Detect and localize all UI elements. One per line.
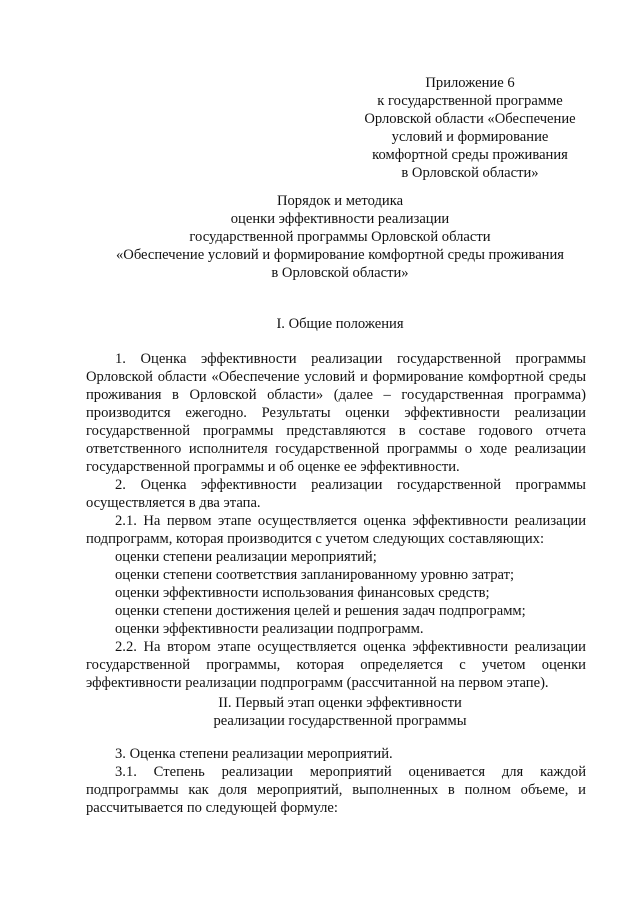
list-item: оценки степени достижения целей и решения задач подпрограмм; (115, 603, 526, 619)
section-1-heading: I. Общие положения (276, 316, 404, 332)
list-item: оценки эффективности использования финансовых средств; (115, 585, 490, 601)
paragraph: 2. Оценка эффективности реализации государственной программы осуществляется в два этапа. (86, 477, 586, 511)
title-line: Порядок и методика (276, 193, 404, 209)
title-line: в Орловской области» (271, 265, 409, 281)
list-item: оценки эффективности реализации подпрограмм. (115, 621, 424, 637)
list-item: оценки степени соответствия запланированному уровню затрат; (115, 567, 515, 583)
paragraph: 2.1. На первом этапе осуществляется оценка эффективности реализации подпрограмм, которая производится с учетом следующих составляющих: (86, 513, 586, 547)
appendix-line: условий и формирование (391, 129, 549, 145)
title-line: оценки эффективности реализации (230, 211, 450, 227)
appendix-line: к государственной программе (377, 93, 563, 109)
document-title (60, 192, 620, 282)
paragraph: 2.2. На втором этапе осуществляется оценка эффективности реализации государственной программы, которая определяется с учетом оценки эффективности реализации подпрограмм (рассчитанной на первом этапе). (86, 639, 586, 691)
section-1-body (86, 350, 586, 692)
paragraph: 1. Оценка эффективности реализации государственной программы Орловской области «Обеспечение условий и формирование комфортной среды проживания в Орловской области» (далее – государственная программа) производится ежегодно. Результаты оценки эффективности реализации государственной программы представляются в составе годового отчета ответственного исполнителя государственной программы о ходе реализации государственной программы и об оценке ее эффективности. (86, 351, 586, 475)
title-line: государственной программы Орловской области (189, 229, 491, 245)
appendix-line: комфортной среды проживания (372, 147, 568, 163)
paragraph: 3.1. Степень реализации мероприятий оценивается для каждой подпрограммы как доля мероприятий, выполненных в полном объеме, и рассчитывается по следующей формуле: (86, 764, 586, 816)
appendix-block (330, 74, 610, 182)
list-item: оценки степени реализации мероприятий; (115, 549, 377, 565)
section-2-heading: II. Первый этап оценки эффективности реализации государственной программы (213, 695, 467, 729)
section-2-body (86, 745, 586, 817)
paragraph: 3. Оценка степени реализации мероприятий. (115, 746, 393, 762)
title-line: «Обеспечение условий и формирование комфортной среды проживания (115, 247, 565, 263)
appendix-line: в Орловской области» (401, 165, 539, 181)
appendix-line: Приложение 6 (425, 75, 515, 91)
appendix-line: Орловской области «Обеспечение (364, 111, 576, 127)
